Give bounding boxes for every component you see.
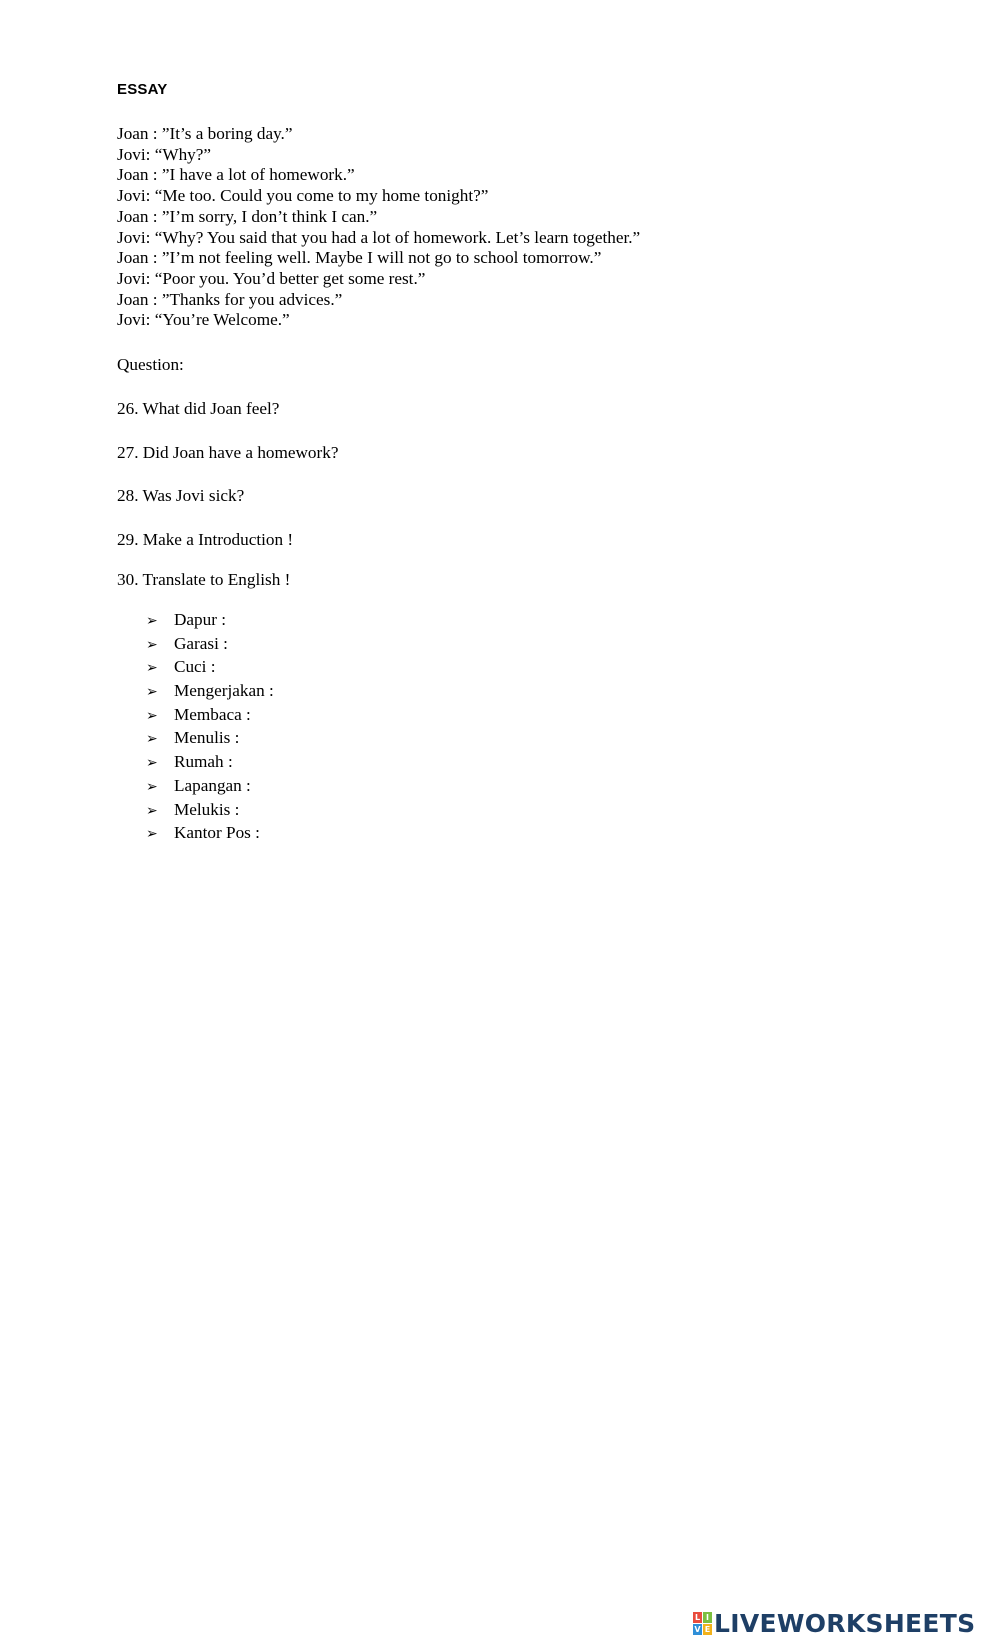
live-logo-mark-icon (693, 1612, 712, 1635)
logo-mark-letter: I (703, 1612, 712, 1623)
vocabulary-item (146, 608, 274, 632)
dialogue-line: Jovi: “You’re Welcome.” (117, 310, 290, 330)
question-label: Question: (117, 355, 184, 374)
vocabulary-word: Mengerjakan : (174, 681, 274, 701)
dialogue-line: Joan : ”It’s a boring day.” (117, 124, 293, 143)
vocabulary-word: Dapur : (174, 610, 227, 629)
logo-mark-letter: E (704, 1624, 711, 1634)
logo-mark-letter: L (694, 1612, 701, 1622)
vocabulary-item (146, 774, 274, 798)
vocabulary-list (146, 608, 274, 845)
vocabulary-item (146, 798, 274, 822)
vocabulary-item (146, 750, 274, 774)
logo-wordmark: LIVEWORKSHEETS (714, 1608, 976, 1638)
arrow-bullet-icon: ➢ (146, 731, 158, 748)
arrow-bullet-icon: ➢ (146, 802, 158, 819)
dialogue-line: Joan : ”I have a lot of homework.” (117, 165, 355, 185)
dialogue-line: Jovi: “Me too. Could you come to my home tonight?” (117, 186, 489, 206)
dialogue-block (117, 124, 640, 331)
vocabulary-item (146, 632, 274, 656)
vocabulary-word: Lapangan : (174, 775, 251, 795)
dialogue-line: Joan : ”Thanks for you advices.” (117, 289, 343, 309)
vocabulary-item (146, 703, 274, 727)
vocabulary-item (146, 655, 274, 679)
vocabulary-word: Melukis : (174, 799, 240, 819)
arrow-bullet-icon: ➢ (146, 613, 158, 629)
liveworksheets-logo (693, 1608, 975, 1638)
vocabulary-word: Cuci : (174, 657, 216, 677)
dialogue-line: Jovi: “Poor you. You’d better get some rest.” (117, 268, 426, 288)
dialogue-line: Jovi: “Why? You said that you had a lot of homework. Let’s learn together.” (117, 227, 641, 247)
arrow-bullet-icon: ➢ (146, 826, 158, 843)
essay-heading: ESSAY (117, 81, 168, 98)
dialogue-line: Joan : ”I’m not feeling well. Maybe I will not go to school tomorrow.” (117, 248, 602, 268)
dialogue-line: Jovi: “Why?” (117, 144, 212, 164)
question-29: 29. Make a Introduction ! (117, 530, 294, 549)
arrow-bullet-icon: ➢ (146, 684, 158, 701)
question-30: 30. Translate to English ! (117, 570, 291, 589)
logo-mark-letter: V (694, 1624, 701, 1634)
vocabulary-word: Menulis : (174, 728, 240, 748)
question-28: 28. Was Jovi sick? (117, 486, 245, 505)
arrow-bullet-icon: ➢ (146, 636, 158, 653)
vocabulary-word: Rumah : (174, 752, 233, 772)
arrow-bullet-icon: ➢ (146, 778, 158, 795)
arrow-bullet-icon: ➢ (146, 660, 158, 677)
vocabulary-word: Garasi : (174, 633, 228, 653)
arrow-bullet-icon: ➢ (146, 707, 158, 724)
vocabulary-item (146, 821, 274, 845)
vocabulary-item (146, 679, 274, 703)
question-27: 27. Did Joan have a homework? (117, 443, 339, 462)
vocabulary-word: Kantor Pos : (174, 823, 260, 843)
vocabulary-word: Membaca : (174, 704, 251, 724)
question-26: 26. What did Joan feel? (117, 399, 280, 418)
vocabulary-item (146, 726, 274, 750)
arrow-bullet-icon: ➢ (146, 755, 158, 772)
dialogue-line: Joan : ”I’m sorry, I don’t think I can.” (117, 206, 378, 226)
